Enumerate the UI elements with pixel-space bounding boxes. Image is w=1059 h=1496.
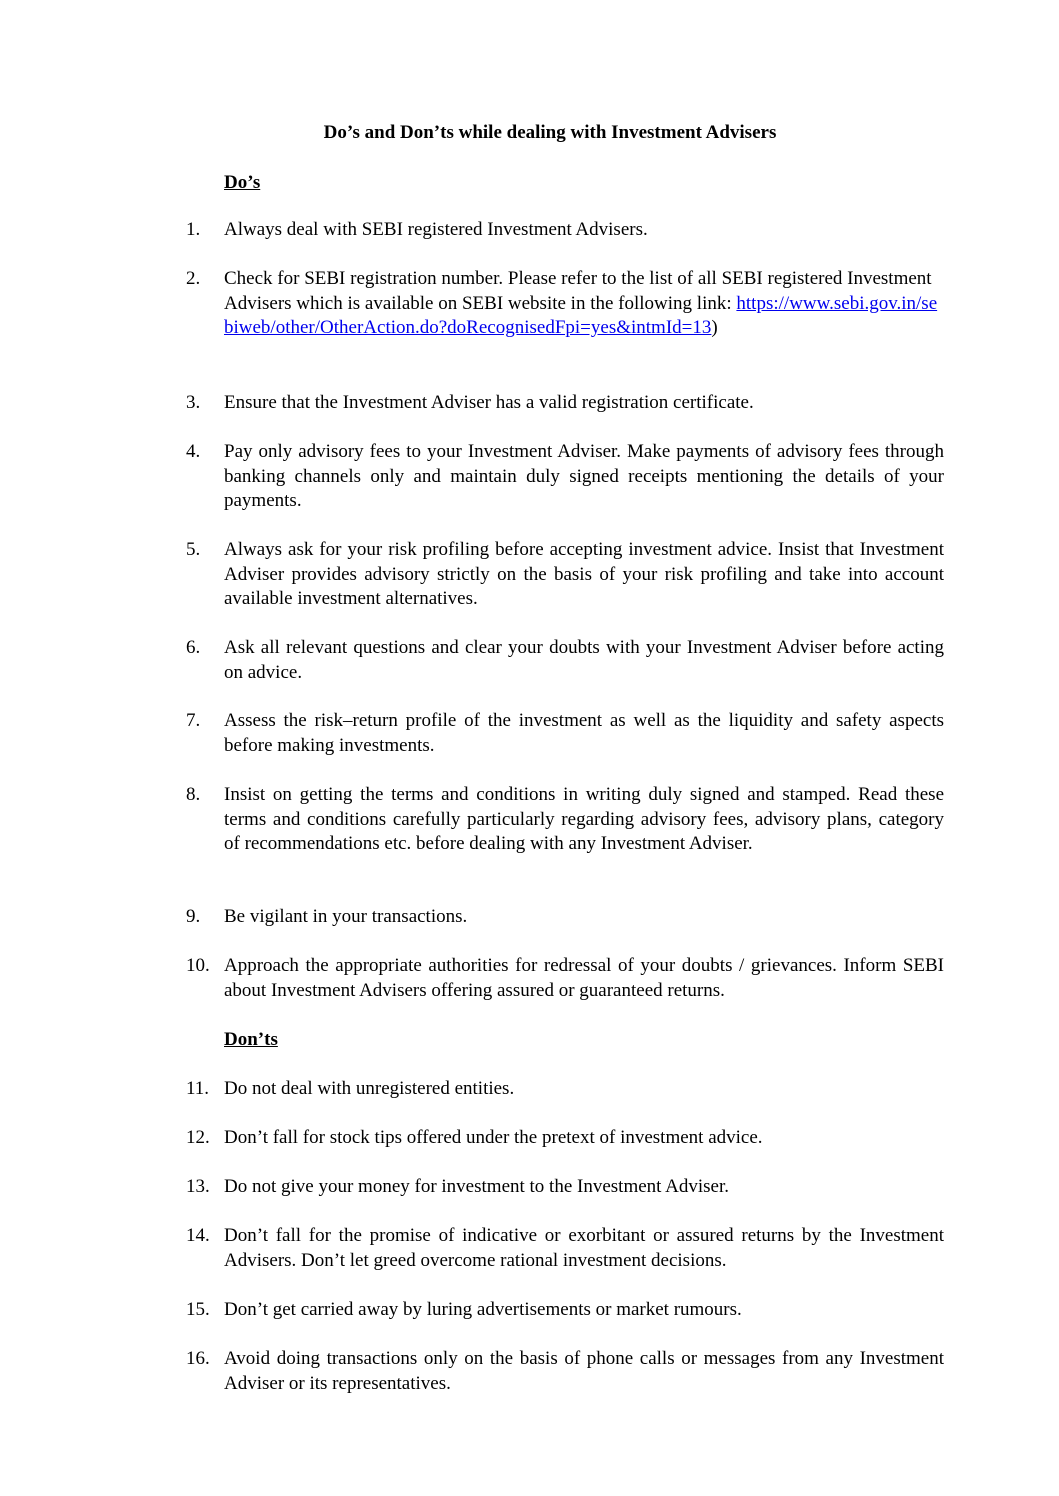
item-text: Ask all relevant questions and clear your doubts with your Investment Adviser before acting on advice. <box>224 637 944 683</box>
item-text: Do not deal with unregistered entities. <box>224 1078 515 1099</box>
item-text: Don’t get carried away by luring advertisements or market rumours. <box>224 1299 742 1320</box>
list-item <box>186 440 944 514</box>
item-number: 7. <box>186 710 201 731</box>
item-text: Assess the risk–return profile of the investment as well as the liquidity and safety aspects before making investments. <box>224 710 944 756</box>
item-number: 11. <box>186 1078 210 1099</box>
dos-heading: Do’s <box>224 172 261 193</box>
item-number: 1. <box>186 219 201 240</box>
item-text: Insist on getting the terms and conditions in writing duly signed and stamped. Read these terms and conditions carefully particularly regarding advisory fees, advisory plans, category of recommendations etc. before dealing with any Investment Adviser. <box>224 784 944 854</box>
list-item <box>186 391 944 416</box>
list-item <box>186 1175 944 1200</box>
item-text: Don’t fall for stock tips offered under the pretext of investment advice. <box>224 1127 763 1148</box>
item-number: 6. <box>186 637 201 658</box>
donts-heading: Don’ts <box>224 1029 278 1050</box>
item-text: Avoid doing transactions only on the basis of phone calls or messages from any Investment Adviser or its representatives. <box>224 1348 944 1394</box>
item-number: 3. <box>186 392 201 413</box>
list-item <box>186 218 944 243</box>
page-title: Do’s and Don’ts while dealing with Investment Advisers <box>323 122 777 143</box>
item-number: 16. <box>186 1348 210 1369</box>
item-number: 13. <box>186 1176 210 1197</box>
item-number: 9. <box>186 906 201 927</box>
list-item <box>186 538 944 612</box>
item-text: Approach the appropriate authorities for redressal of your doubts / grievances. Inform SEBI about Investment Advisers offering assured or guaranteed returns. <box>224 955 944 1001</box>
list-item <box>186 1077 944 1102</box>
item-number: 8. <box>186 784 201 805</box>
list-item <box>186 709 944 758</box>
item-number: 12. <box>186 1127 210 1148</box>
item-number: 15. <box>186 1299 210 1320</box>
list-item <box>186 1126 944 1151</box>
item-text: Be vigilant in your transactions. <box>224 906 468 927</box>
list-item <box>186 1347 944 1396</box>
list-item <box>186 636 944 685</box>
list-item <box>186 905 944 930</box>
item-text: Do not give your money for investment to the Investment Adviser. <box>224 1176 730 1197</box>
list-item <box>186 954 944 1003</box>
item-number: 4. <box>186 441 201 462</box>
item-text: Don’t fall for the promise of indicative or exorbitant or assured returns by the Investment Advisers. Don’t let greed overcome rational investment decisions. <box>224 1225 944 1271</box>
item-number: 5. <box>186 539 201 560</box>
item-number: 10. <box>186 955 210 976</box>
list-item <box>186 1298 944 1323</box>
item-text: Always deal with SEBI registered Investment Advisers. <box>224 219 648 240</box>
item-text: Ensure that the Investment Adviser has a valid registration certificate. <box>224 392 754 413</box>
item-text: Check for SEBI registration number. Please refer to the list of all SEBI registered Investment Advisers which is available on SEBI website in the following link: <box>224 268 932 314</box>
sebi-registered-advisers-link[interactable]: https://www.sebi.gov.in/sebiweb/other/OtherAction.do?doRecognisedFpi=yes&intmId=13 <box>224 292 938 338</box>
list-item <box>186 1224 944 1273</box>
list-item <box>186 267 944 341</box>
item-number: 2. <box>186 268 201 289</box>
item-text-suffix: ) <box>711 317 718 338</box>
item-number: 14. <box>186 1225 210 1246</box>
item-text: Always ask for your risk profiling before accepting investment advice. Insist that Investment Adviser provides advisory strictly on the basis of your risk profiling and take into account available investment alternatives. <box>224 539 944 609</box>
item-text: Pay only advisory fees to your Investment Adviser. Make payments of advisory fees through banking channels only and maintain duly signed receipts mentioning the details of your payments. <box>224 441 944 511</box>
list-item <box>186 783 944 857</box>
